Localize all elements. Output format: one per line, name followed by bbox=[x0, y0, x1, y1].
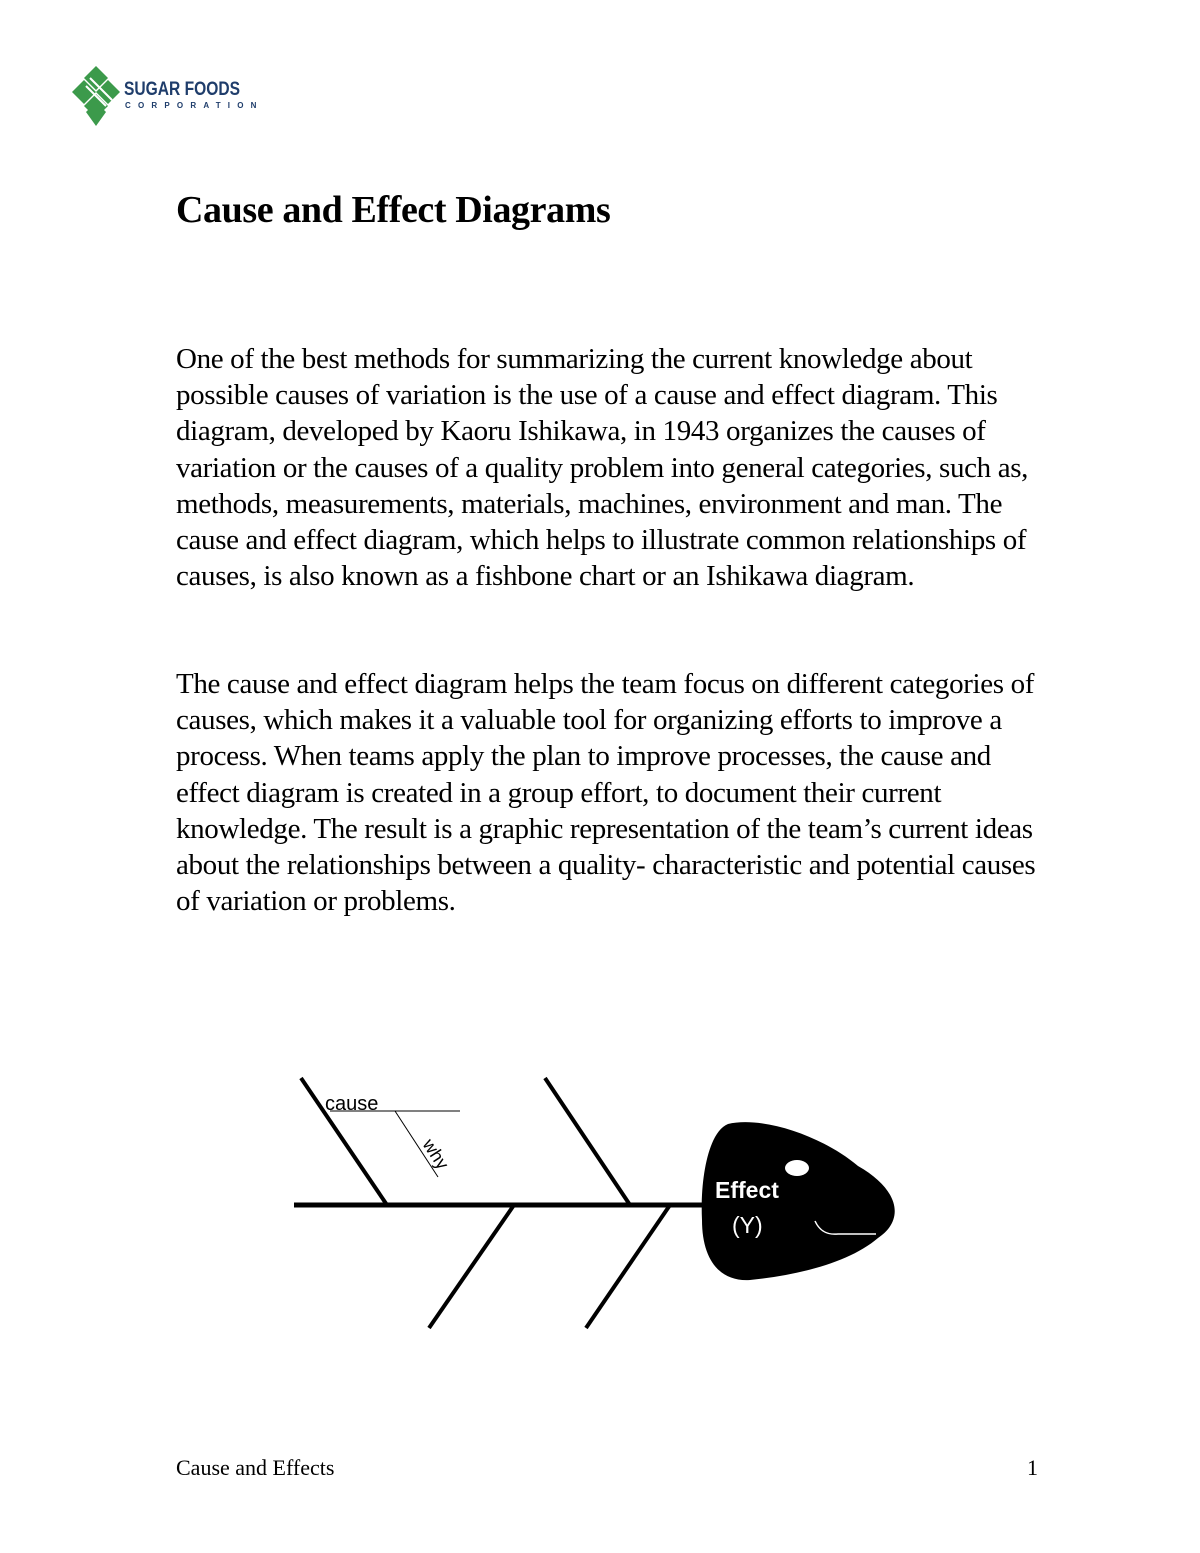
bone-upper-right bbox=[545, 1078, 630, 1205]
page-title: Cause and Effect Diagrams bbox=[176, 189, 611, 231]
paragraph-intro: One of the best methods for summarizing the current knowledge about possible causes of variation is the use of a cause and effect diagram. This diagram, developed by Kaoru Ishikawa, in 1943 organizes the causes of variation or the causes of a quality problem into general categories, such as, methods, measurements, materials, machines, environment and man. The cause and effect diagram, which helps to illustrate common relationships of causes, is also known as a fishbone chart or an Ishikawa diagram. bbox=[176, 343, 1029, 593]
logo-company-name: SUGAR FOODS bbox=[124, 79, 240, 100]
cause-label: cause bbox=[325, 1093, 379, 1115]
logo-text bbox=[124, 80, 265, 112]
bone-lower-left bbox=[429, 1205, 514, 1328]
paragraph-team-focus: The cause and effect diagram helps the team focus on different categories of causes, which makes it a valuable tool for organizing efforts to improve a process. When teams apply the plan to improve processes, the cause and effect diagram is created in a group effort, to document their current knowledge. The result is a graphic representation of the team’s current ideas about the relationships between a quality- characteristic and potential causes of variation or problems. bbox=[176, 668, 1036, 918]
company-logo bbox=[72, 64, 264, 128]
why-label: why bbox=[418, 1135, 453, 1174]
fish-eye bbox=[785, 1160, 809, 1176]
footer-page-number: 1 bbox=[1027, 1455, 1038, 1480]
effect-label: Effect bbox=[715, 1177, 779, 1203]
fishbone-diagram bbox=[280, 1070, 920, 1340]
bone-lower-right bbox=[586, 1205, 670, 1328]
logo-company-sub: CORPORATION bbox=[125, 101, 264, 110]
footer-title: Cause and Effects bbox=[176, 1455, 335, 1480]
effect-symbol: (Y) bbox=[732, 1212, 763, 1238]
